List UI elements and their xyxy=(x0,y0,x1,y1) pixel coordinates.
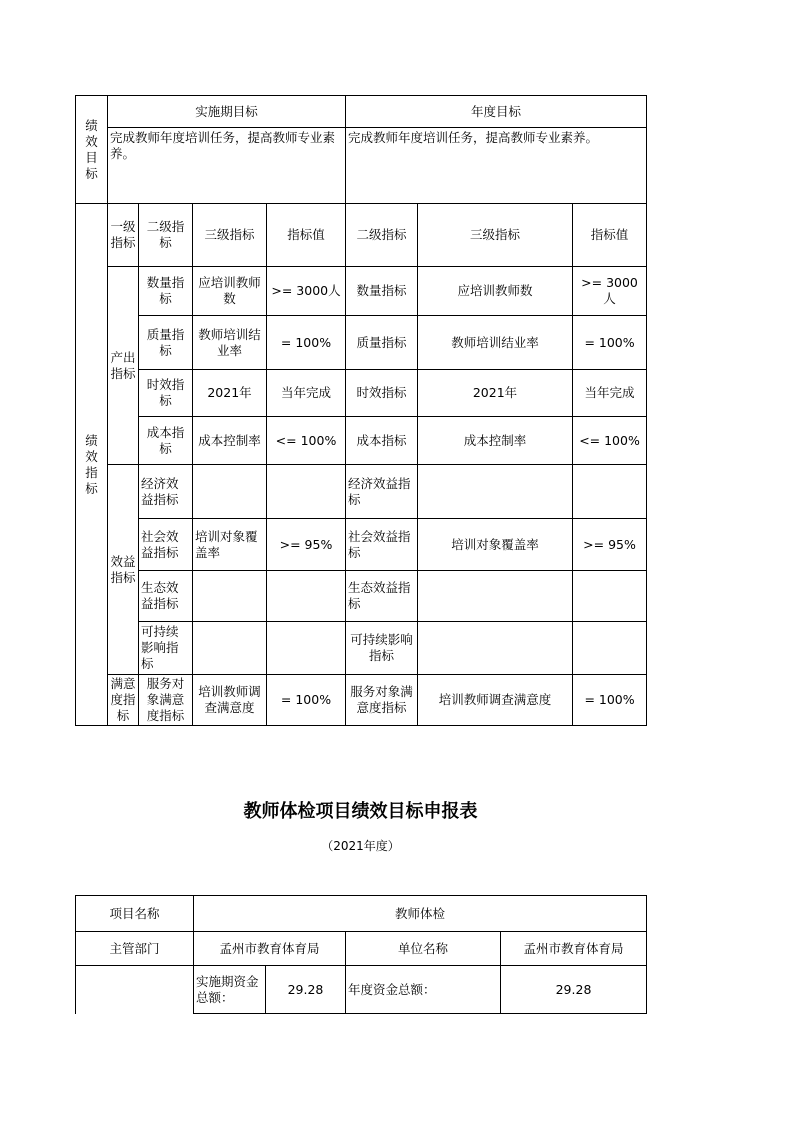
group-output: 产出指标 xyxy=(108,267,139,465)
cell-level3 xyxy=(193,465,267,519)
impl-fund-label: 实施期资金总额： xyxy=(194,966,266,1014)
year-fund-value: 29.28 xyxy=(501,966,647,1014)
cell-value: >= 95% xyxy=(267,519,346,571)
header-level1: 一级指标 xyxy=(108,204,139,267)
cell-level2-year: 可持续影响指标 xyxy=(346,622,418,675)
group-satisfaction: 满意度指标 xyxy=(108,675,139,726)
cell-level2-year: 生态效益指标 xyxy=(346,571,418,622)
cell-level3 xyxy=(193,571,267,622)
cell-value-year: 当年完成 xyxy=(573,370,647,417)
cell-value xyxy=(267,622,346,675)
cell-level2: 时效指标 xyxy=(139,370,193,417)
cell-value xyxy=(267,465,346,519)
unit-label: 单位名称 xyxy=(346,932,501,966)
cell-value: = 100% xyxy=(267,675,346,726)
cell-level3: 成本控制率 xyxy=(193,417,267,465)
page-title: 教师体检项目绩效目标申报表 xyxy=(243,801,478,822)
cell-level2-year: 数量指标 xyxy=(346,267,418,316)
cell-level2: 生态效益指标 xyxy=(139,571,193,622)
header-value-year: 指标值 xyxy=(573,204,647,267)
cell-level2: 可持续影响指标 xyxy=(139,622,193,675)
cell-level3-year xyxy=(418,571,573,622)
table-row xyxy=(76,370,647,417)
cell-level2: 数量指标 xyxy=(139,267,193,316)
cell-level3-year: 培训教师调查满意度 xyxy=(418,675,573,726)
cell-level2: 服务对象满意度指标 xyxy=(139,675,193,726)
fund-blank-cell xyxy=(76,966,194,1014)
cell-value-year xyxy=(573,571,647,622)
table-row xyxy=(76,622,647,675)
unit-value: 孟州市教育体育局 xyxy=(501,932,647,966)
cell-value: = 100% xyxy=(267,316,346,370)
header-value: 指标值 xyxy=(267,204,346,267)
page-subtitle: （2021年度） xyxy=(321,839,400,853)
project-info-table xyxy=(75,895,647,1014)
cell-level3-year: 成本控制率 xyxy=(418,417,573,465)
year-goal-text: 完成教师年度培训任务，提高教师专业素养。 xyxy=(346,128,647,204)
project-name-label: 项目名称 xyxy=(76,896,194,932)
table-row xyxy=(76,465,647,519)
cell-level3-year: 2021年 xyxy=(418,370,573,417)
cell-value: 当年完成 xyxy=(267,370,346,417)
impl-goal-header: 实施期目标 xyxy=(108,96,346,128)
cell-level3 xyxy=(193,622,267,675)
cell-level3: 培训对象覆盖率 xyxy=(193,519,267,571)
cell-level2: 质量指标 xyxy=(139,316,193,370)
cell-value: <= 100% xyxy=(267,417,346,465)
cell-level3: 2021年 xyxy=(193,370,267,417)
cell-level2: 经济效益指标 xyxy=(139,465,193,519)
performance-indicator-table xyxy=(75,95,647,726)
table-row xyxy=(76,316,647,370)
dept-label: 主管部门 xyxy=(76,932,194,966)
cell-value-year: <= 100% xyxy=(573,417,647,465)
header-level2-year: 二级指标 xyxy=(346,204,418,267)
cell-level2: 社会效益指标 xyxy=(139,519,193,571)
table-row xyxy=(76,267,647,316)
cell-level3-year: 应培训教师数 xyxy=(418,267,573,316)
cell-level2-year: 经济效益指标 xyxy=(346,465,418,519)
cell-level3-year: 教师培训结业率 xyxy=(418,316,573,370)
cell-level3-year xyxy=(418,465,573,519)
cell-value-year: = 100% xyxy=(573,675,647,726)
table-row xyxy=(76,519,647,571)
cell-level3: 应培训教师数 xyxy=(193,267,267,316)
table-row xyxy=(76,417,647,465)
cell-level3: 培训教师调查满意度 xyxy=(193,675,267,726)
cell-level2: 成本指标 xyxy=(139,417,193,465)
cell-level2-year: 质量指标 xyxy=(346,316,418,370)
cell-value-year: >= 95% xyxy=(573,519,647,571)
cell-value: >= 3000人 xyxy=(267,267,346,316)
cell-level3: 教师培训结业率 xyxy=(193,316,267,370)
cell-level2-year: 成本指标 xyxy=(346,417,418,465)
table-row xyxy=(76,571,647,622)
cell-value xyxy=(267,571,346,622)
cell-level2-year: 服务对象满意度指标 xyxy=(346,675,418,726)
cell-level3-year: 培训对象覆盖率 xyxy=(418,519,573,571)
impl-goal-text: 完成教师年度培训任务，提高教师专业素养。 xyxy=(108,128,346,204)
cell-level2-year: 社会效益指标 xyxy=(346,519,418,571)
indicator-label: 绩效指标 xyxy=(76,204,108,726)
group-benefit: 效益指标 xyxy=(108,465,139,675)
cell-value-year xyxy=(573,465,647,519)
header-level2: 二级指标 xyxy=(139,204,193,267)
table-row xyxy=(76,675,647,726)
cell-value-year: = 100% xyxy=(573,316,647,370)
cell-level3-year xyxy=(418,622,573,675)
dept-value: 孟州市教育体育局 xyxy=(194,932,346,966)
cell-level2-year: 时效指标 xyxy=(346,370,418,417)
impl-fund-value: 29.28 xyxy=(266,966,346,1014)
cell-value-year: >= 3000人 xyxy=(573,267,647,316)
year-goal-header: 年度目标 xyxy=(346,96,647,128)
header-level3-year: 三级指标 xyxy=(418,204,573,267)
header-level3: 三级指标 xyxy=(193,204,267,267)
project-name-value: 教师体检 xyxy=(194,896,647,932)
goal-label: 绩效目标 xyxy=(76,96,108,204)
cell-value-year xyxy=(573,622,647,675)
year-fund-label: 年度资金总额： xyxy=(346,966,501,1014)
